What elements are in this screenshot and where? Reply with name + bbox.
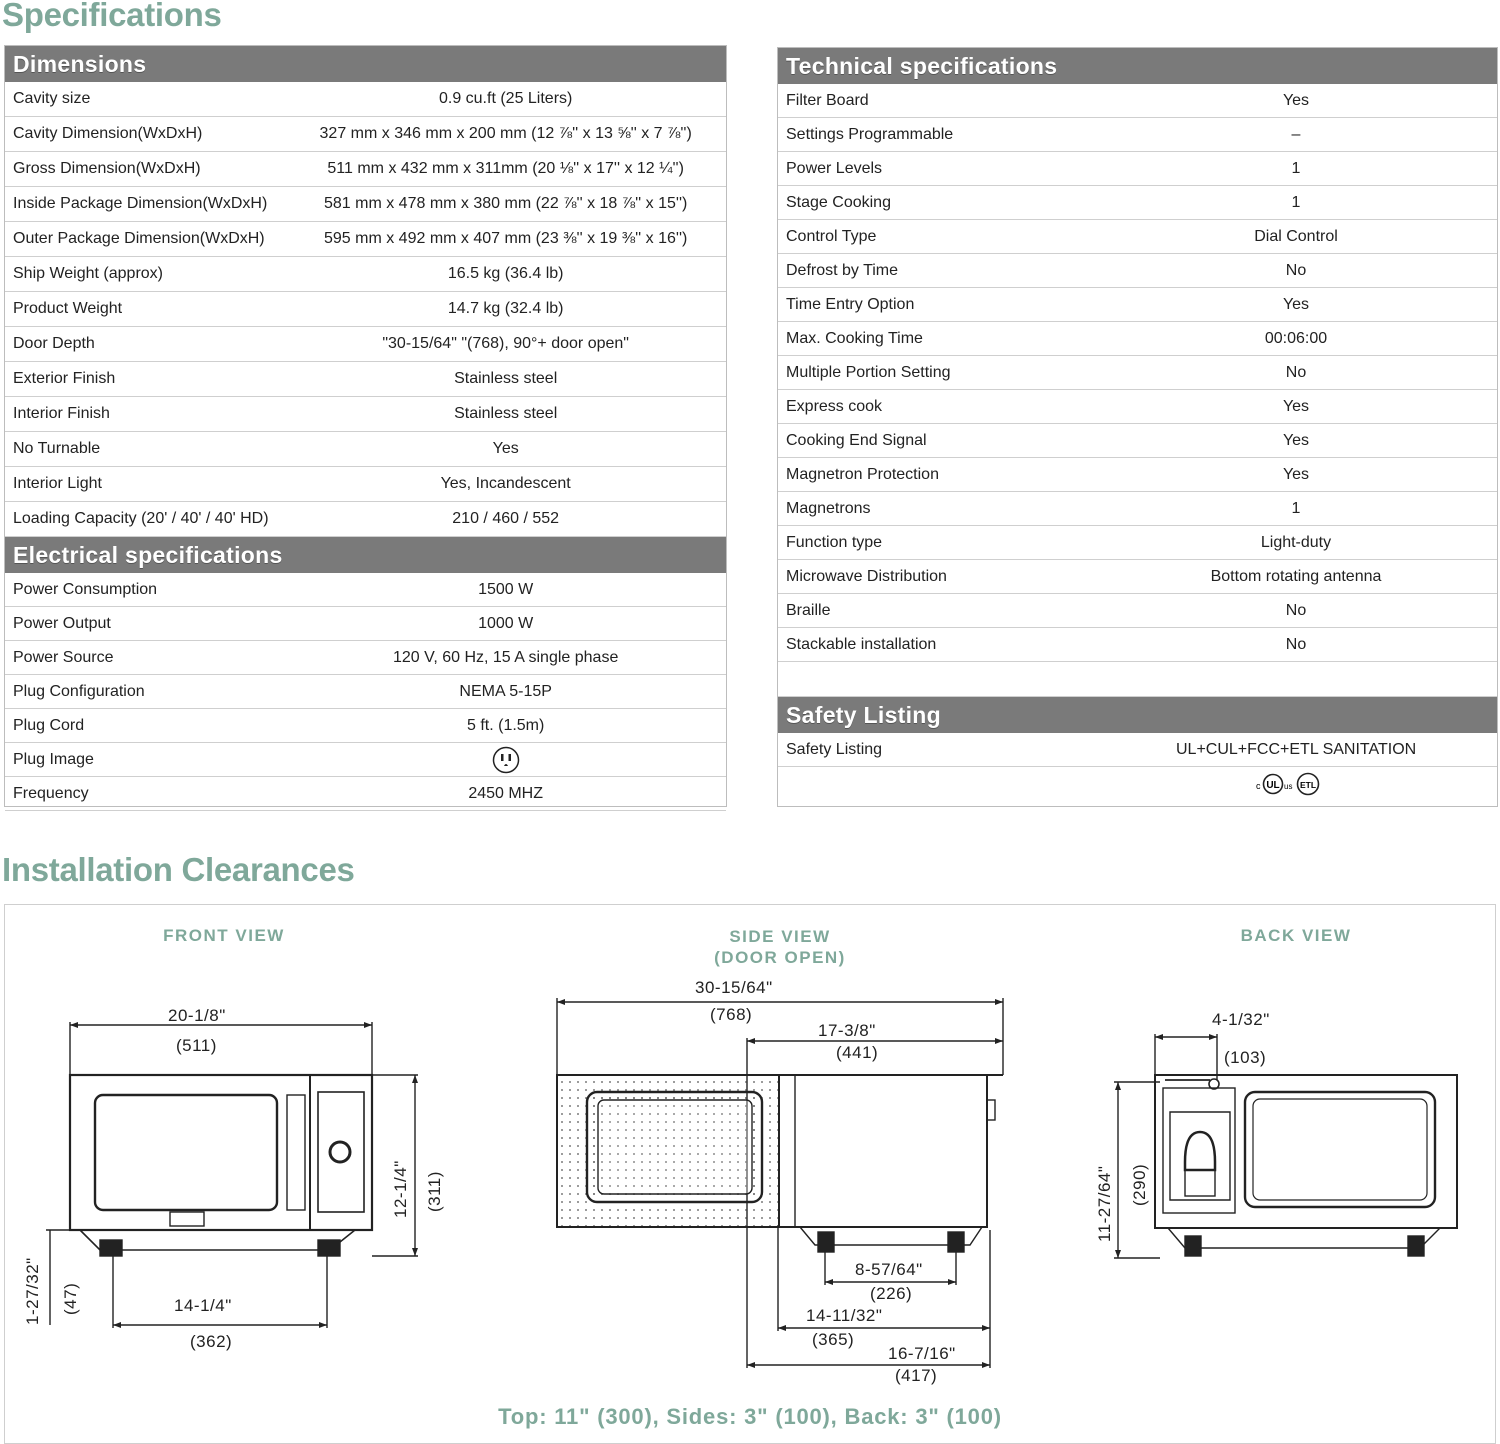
side-base-in: 14-11/32" <box>806 1306 883 1325</box>
spec-value: Stainless steel <box>454 405 558 422</box>
side-full-in: 16-7/16" <box>888 1344 956 1363</box>
spec-value: Dial Control <box>1254 227 1338 245</box>
side-total-in: 30-15/64" <box>695 978 773 997</box>
spec-value: Bottom rotating antenna <box>1210 567 1382 585</box>
spec-value: No <box>1285 635 1307 653</box>
spec-value: "30-15/64" "(768), 90°+ door open" <box>382 335 629 352</box>
side-feet-in: 8-57/64" <box>855 1260 923 1279</box>
back-offset-mm: (103) <box>1224 1048 1267 1067</box>
spec-label: Power Output <box>13 614 111 632</box>
front-side-in: 1-27/32" <box>23 1257 42 1325</box>
spec-label: Max. Cooking Time <box>786 329 923 347</box>
spec-value: NEMA 5-15P <box>459 682 552 700</box>
spec-label: Multiple Portion Setting <box>786 363 951 381</box>
spec-label: Filter Board <box>786 91 869 109</box>
spec-value: 5 ft. (1.5m) <box>466 716 545 734</box>
spec-label: Gross Dimension(WxDxH) <box>13 160 201 177</box>
spec-label: Loading Capacity (20' / 40' / 40' HD) <box>13 510 269 527</box>
spec-label: Cavity Dimension(WxDxH) <box>13 125 203 142</box>
spec-value: 00:06:00 <box>1264 329 1328 347</box>
spec-value: No <box>1285 363 1307 381</box>
installation-title: Installation Clearances <box>2 851 355 888</box>
spec-label: Plug Configuration <box>13 682 145 700</box>
side-depth-mm: (441) <box>836 1043 879 1062</box>
side-view-title-line1: SIDE VIEW <box>729 927 831 946</box>
spec-value: 581 mm x 478 mm x 380 mm (22 ⅞'' x 18 ⅞'' x 15'') <box>323 195 688 212</box>
spec-label: Interior Light <box>13 475 102 492</box>
spec-label: Power Source <box>13 648 114 666</box>
svg-text:ETL: ETL <box>1299 780 1317 790</box>
spec-label: Stackable installation <box>786 635 937 653</box>
safety-value: UL+CUL+FCC+ETL SANITATION <box>1176 740 1417 758</box>
safety-label: Safety Listing <box>786 740 883 758</box>
spec-value: Yes <box>1282 397 1310 415</box>
spec-label: Interior Finish <box>13 405 110 422</box>
technical-header: Technical specifications <box>778 48 1497 84</box>
front-width-in: 20-1/8" <box>168 1006 226 1025</box>
spec-label: Cavity size <box>13 90 91 107</box>
spec-label: Ship Weight (approx) <box>13 265 163 282</box>
svg-text:us: us <box>1284 782 1293 791</box>
front-foot-in: 14-1/4" <box>174 1296 232 1315</box>
spec-label: Time Entry Option <box>786 295 915 313</box>
side-full-mm: (417) <box>895 1366 938 1385</box>
spec-label: Door Depth <box>13 335 95 352</box>
front-height-mm: (311) <box>425 1171 444 1212</box>
spec-value: 0.9 cu.ft (25 Liters) <box>438 90 573 107</box>
spec-value: 511 mm x 432 mm x 311mm (20 ⅛'' x 17'' x 12 ¼'') <box>327 160 684 177</box>
spec-label: Magnetrons <box>786 499 871 517</box>
spec-label: Power Levels <box>786 159 883 177</box>
side-total-mm: (768) <box>710 1005 753 1024</box>
back-height-in: 11-27/64" <box>1095 1165 1114 1242</box>
spec-value: Yes <box>1282 295 1310 313</box>
spec-value: 16.5 kg (36.4 lb) <box>447 265 564 282</box>
spec-value: 1500 W <box>478 580 534 598</box>
front-foot-mm: (362) <box>190 1332 233 1351</box>
spec-label: Microwave Distribution <box>786 567 947 585</box>
spec-value: 1000 W <box>478 614 534 632</box>
spec-label: Plug Image <box>13 750 94 768</box>
spec-label: Product Weight <box>13 300 123 317</box>
spec-label: Magnetron Protection <box>786 465 939 483</box>
spec-value: Yes <box>492 440 519 457</box>
spec-value: 595 mm x 492 mm x 407 mm (23 ⅜'' x 19 ⅜'' x 16'') <box>323 230 688 247</box>
spec-label: Defrost by Time <box>786 261 899 279</box>
spec-value: 120 V, 60 Hz, 15 A single phase <box>392 648 619 666</box>
front-side-mm: (47) <box>61 1282 80 1315</box>
clearance-note: Top: 11" (300), Sides: 3" (100), Back: 3" (100) <box>498 1404 1002 1429</box>
spec-label: Exterior Finish <box>13 370 116 387</box>
spec-value: – <box>1291 125 1301 143</box>
spec-label: Cooking End Signal <box>786 431 927 449</box>
spec-value: 2450 MHZ <box>468 784 544 802</box>
safety-header: Safety Listing <box>778 697 1497 733</box>
spec-value: No <box>1285 601 1307 619</box>
spec-label: Function type <box>786 533 883 551</box>
spec-label: Express cook <box>786 397 883 415</box>
side-base-mm: (365) <box>812 1330 855 1349</box>
spec-label: No Turnable <box>13 440 101 457</box>
spec-value: 14.7 kg (32.4 lb) <box>447 300 564 317</box>
spec-value: 1 <box>1291 499 1301 517</box>
spec-value: Light-duty <box>1260 533 1332 551</box>
side-feet-mm: (226) <box>870 1284 913 1303</box>
spec-value: Yes <box>1282 91 1310 109</box>
back-height-mm: (290) <box>1130 1163 1149 1206</box>
spec-value: 1 <box>1291 159 1301 177</box>
front-view-title: FRONT VIEW <box>163 926 285 945</box>
front-height-in: 12-1/4" <box>391 1160 410 1218</box>
spec-label: Inside Package Dimension(WxDxH) <box>13 195 268 212</box>
spec-label: Stage Cooking <box>786 193 891 211</box>
spec-value: Stainless steel <box>454 370 558 387</box>
svg-text:c: c <box>1256 781 1261 791</box>
dimensions-header: Dimensions <box>5 46 726 82</box>
spec-value: No <box>1285 261 1307 279</box>
spec-label: Frequency <box>13 784 89 802</box>
spec-label: Control Type <box>786 227 877 245</box>
specifications-title: Specifications <box>2 0 222 33</box>
front-width-mm: (511) <box>176 1036 217 1055</box>
electrical-header: Electrical specifications <box>5 537 726 573</box>
side-view-title-line2: (DOOR OPEN) <box>714 948 846 967</box>
spec-label: Settings Programmable <box>786 125 954 143</box>
spec-label: Braille <box>786 601 831 619</box>
spec-value: 327 mm x 346 mm x 200 mm (12 ⅞'' x 13 ⅝'' x 7 ⅞'') <box>319 125 692 142</box>
spec-value: Yes, Incandescent <box>440 475 571 492</box>
spec-value: 210 / 460 / 552 <box>452 510 560 527</box>
spec-value: Yes <box>1282 465 1310 483</box>
back-offset-in: 4-1/32" <box>1212 1010 1270 1029</box>
spec-label: Outer Package Dimension(WxDxH) <box>13 230 265 247</box>
spec-label: Power Consumption <box>13 580 158 598</box>
spec-label: Plug Cord <box>13 716 85 734</box>
svg-text:UL: UL <box>1266 780 1280 791</box>
spec-value: 1 <box>1291 193 1301 211</box>
spec-value: Yes <box>1282 431 1310 449</box>
side-depth-in: 17-3/8" <box>818 1021 876 1040</box>
back-view-title: BACK VIEW <box>1240 926 1352 945</box>
